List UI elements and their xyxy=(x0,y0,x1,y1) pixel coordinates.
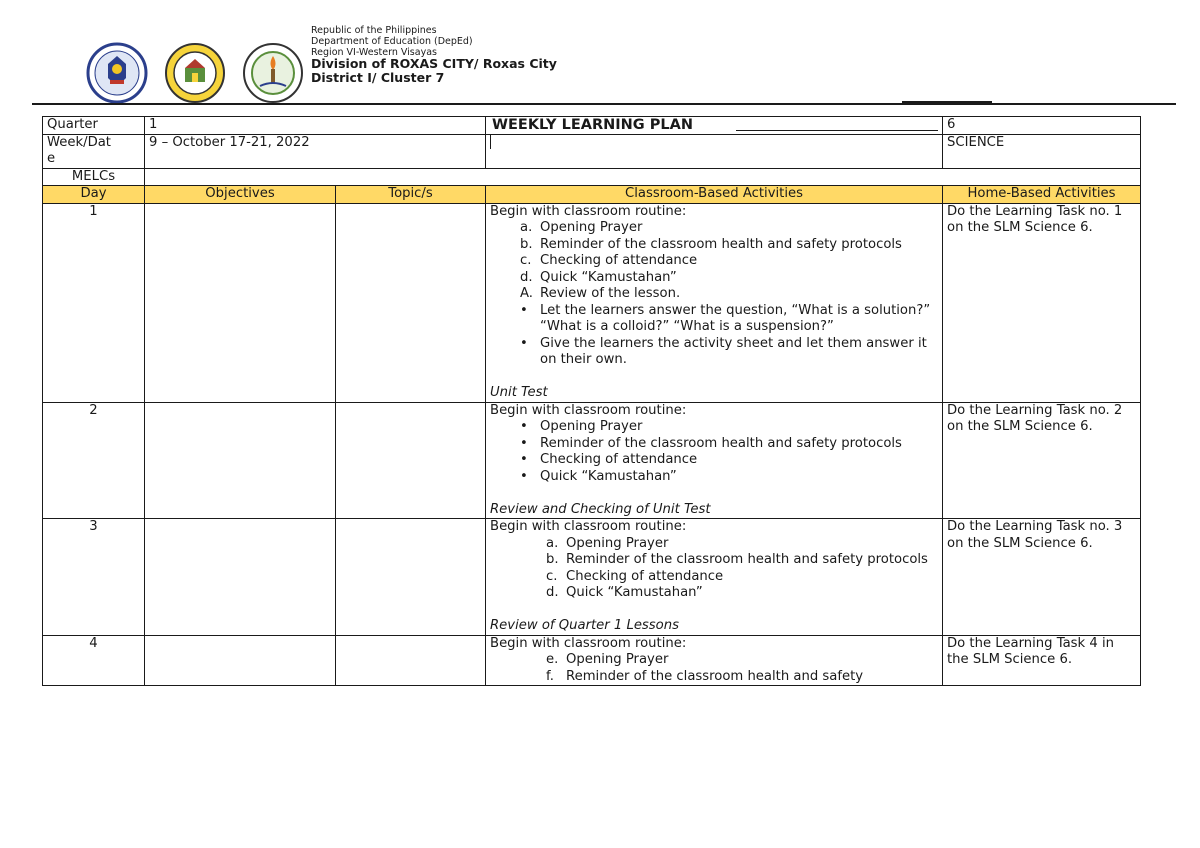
activity-closing: Review and Checking of Unit Test xyxy=(490,501,711,517)
routine-item xyxy=(520,237,938,254)
week-middle-cell xyxy=(486,134,943,168)
routine-item xyxy=(546,669,938,686)
routine-item xyxy=(520,270,938,287)
header-rule xyxy=(32,103,1176,105)
header-rule-accent xyxy=(902,101,992,103)
routine-text: Quick “Kamustahan” xyxy=(566,585,703,600)
classroom-activities-cell xyxy=(486,203,943,402)
day-row xyxy=(43,519,1141,636)
week-value: 9 – October 17-21, 2022 xyxy=(145,134,486,168)
routine-text: Opening Prayer xyxy=(566,535,669,551)
routine-item xyxy=(520,253,938,270)
letterhead xyxy=(311,25,557,86)
routine-marker: a. xyxy=(520,220,533,235)
spacer xyxy=(490,485,938,502)
home-activities-cell: Do the Learning Task 4 in the SLM Science 6. xyxy=(943,635,1141,686)
objectives-cell xyxy=(145,402,336,519)
spacer xyxy=(490,369,938,386)
routine-item xyxy=(546,585,938,602)
routine-text: Checking of attendance xyxy=(540,253,698,268)
routine-list xyxy=(546,652,938,685)
day-row xyxy=(43,402,1141,519)
title-underline xyxy=(736,130,938,131)
objectives-cell xyxy=(145,635,336,686)
routine-list xyxy=(546,536,938,602)
routine-marker: a. xyxy=(546,535,559,551)
topics-cell xyxy=(336,402,486,519)
topics-cell xyxy=(336,635,486,686)
routine-item xyxy=(546,569,938,586)
subject-value: SCIENCE xyxy=(943,134,1141,168)
grade-value: 6 xyxy=(943,117,1141,135)
activity-closing: Review of Quarter 1 Lessons xyxy=(490,618,679,633)
routine-text: Review of the lesson. xyxy=(540,286,681,301)
col-header-objectives: Objectives xyxy=(145,186,336,204)
melcs-row xyxy=(43,168,1141,186)
classroom-activities-cell xyxy=(486,519,943,636)
routine-intro: Begin with classroom routine: xyxy=(490,203,687,219)
plan-title-cell xyxy=(486,117,943,135)
routine-list xyxy=(520,220,938,303)
letterhead-district: District I/ Cluster 7 xyxy=(311,70,445,85)
home-activities-cell: Do the Learning Task no. 2 on the SLM Science 6. xyxy=(943,402,1141,519)
routine-marker: f. xyxy=(546,668,554,684)
activity-bullets xyxy=(520,419,938,485)
quarter-value: 1 xyxy=(145,117,486,135)
activity-bullet: • Reminder of the classroom health and safety protocols xyxy=(520,436,938,453)
week-label-line2: e xyxy=(47,151,56,166)
routine-item xyxy=(546,536,938,553)
routine-text: Reminder of the classroom health and safety protocols xyxy=(540,236,902,252)
spacer xyxy=(490,602,938,619)
school-seal-icon xyxy=(242,42,304,104)
routine-text: Quick “Kamustahan” xyxy=(540,269,677,285)
routine-marker: d. xyxy=(546,585,559,600)
melcs-value xyxy=(145,168,1141,186)
col-header-topics: Topic/s xyxy=(336,186,486,204)
column-header-row xyxy=(43,186,1141,204)
letterhead-division: Division of ROXAS CITY/ Roxas City xyxy=(311,56,557,71)
routine-intro: Begin with classroom routine: xyxy=(490,519,687,534)
activity-bullet: • Give the learners the activity sheet and let them answer it on their own. xyxy=(520,336,938,369)
routine-item xyxy=(520,286,938,303)
letterhead-line-republic: Republic of the Philippines xyxy=(311,25,437,36)
activity-bullet: • Quick “Kamustahan” xyxy=(520,469,938,486)
day-number: 3 xyxy=(43,519,145,636)
routine-marker: b. xyxy=(520,236,533,252)
routine-text: Opening Prayer xyxy=(540,220,643,235)
col-header-classroom: Classroom-Based Activities xyxy=(486,186,943,204)
topics-cell xyxy=(336,519,486,636)
routine-item xyxy=(546,652,938,669)
classroom-activities-cell xyxy=(486,635,943,686)
letterhead-line-deped: Department of Education (DepEd) xyxy=(311,36,473,47)
routine-item xyxy=(546,552,938,569)
routine-intro: Begin with classroom routine: xyxy=(490,402,687,418)
day-row xyxy=(43,203,1141,402)
quarter-row xyxy=(43,117,1141,135)
weekly-learning-plan-table xyxy=(42,116,1141,686)
week-label xyxy=(43,134,145,168)
melcs-label: MELCs xyxy=(43,168,145,186)
week-label-line1: Week/Dat xyxy=(47,134,111,150)
objectives-cell xyxy=(145,519,336,636)
text-cursor xyxy=(490,135,491,149)
activity-closing: Unit Test xyxy=(490,385,548,400)
routine-marker: d. xyxy=(520,269,533,285)
day-number: 4 xyxy=(43,635,145,686)
routine-text: Reminder of the classroom health and safety xyxy=(566,668,864,684)
division-roxas-seal-icon xyxy=(164,42,226,104)
routine-marker: c. xyxy=(520,253,532,268)
activity-bullets xyxy=(520,303,938,369)
routine-marker: c. xyxy=(546,568,558,584)
routine-text: Opening Prayer xyxy=(566,652,669,667)
routine-marker: b. xyxy=(546,552,559,567)
routine-text: Reminder of the classroom health and safety protocols xyxy=(566,552,928,567)
classroom-activities-cell xyxy=(486,402,943,519)
routine-item xyxy=(520,220,938,237)
activity-bullet: • Let the learners answer the question, “What is a solution?” “What is a colloid?” “What is a suspension?” xyxy=(520,303,938,336)
routine-marker: e. xyxy=(546,652,559,667)
activity-bullet: • Checking of attendance xyxy=(520,452,938,469)
routine-intro: Begin with classroom routine: xyxy=(490,635,687,651)
topics-cell xyxy=(336,203,486,402)
home-activities-cell: Do the Learning Task no. 3 on the SLM Science 6. xyxy=(943,519,1141,636)
deped-seal-icon xyxy=(86,42,148,104)
day-row xyxy=(43,635,1141,686)
home-activities-cell: Do the Learning Task no. 1 on the SLM Science 6. xyxy=(943,203,1141,402)
quarter-label: Quarter xyxy=(43,117,145,135)
activity-bullet: • Opening Prayer xyxy=(520,419,938,436)
routine-text: Checking of attendance xyxy=(566,568,724,584)
week-row xyxy=(43,134,1141,168)
day-number: 1 xyxy=(43,203,145,402)
plan-title: WEEKLY LEARNING PLAN xyxy=(492,117,693,133)
header-logos xyxy=(86,42,308,104)
objectives-cell xyxy=(145,203,336,402)
routine-marker: A. xyxy=(520,286,533,301)
col-header-home: Home-Based Activities xyxy=(943,186,1141,204)
day-number: 2 xyxy=(43,402,145,519)
letterhead-line-region: Region VI-Western Visayas xyxy=(311,47,437,58)
col-header-day: Day xyxy=(43,186,145,204)
